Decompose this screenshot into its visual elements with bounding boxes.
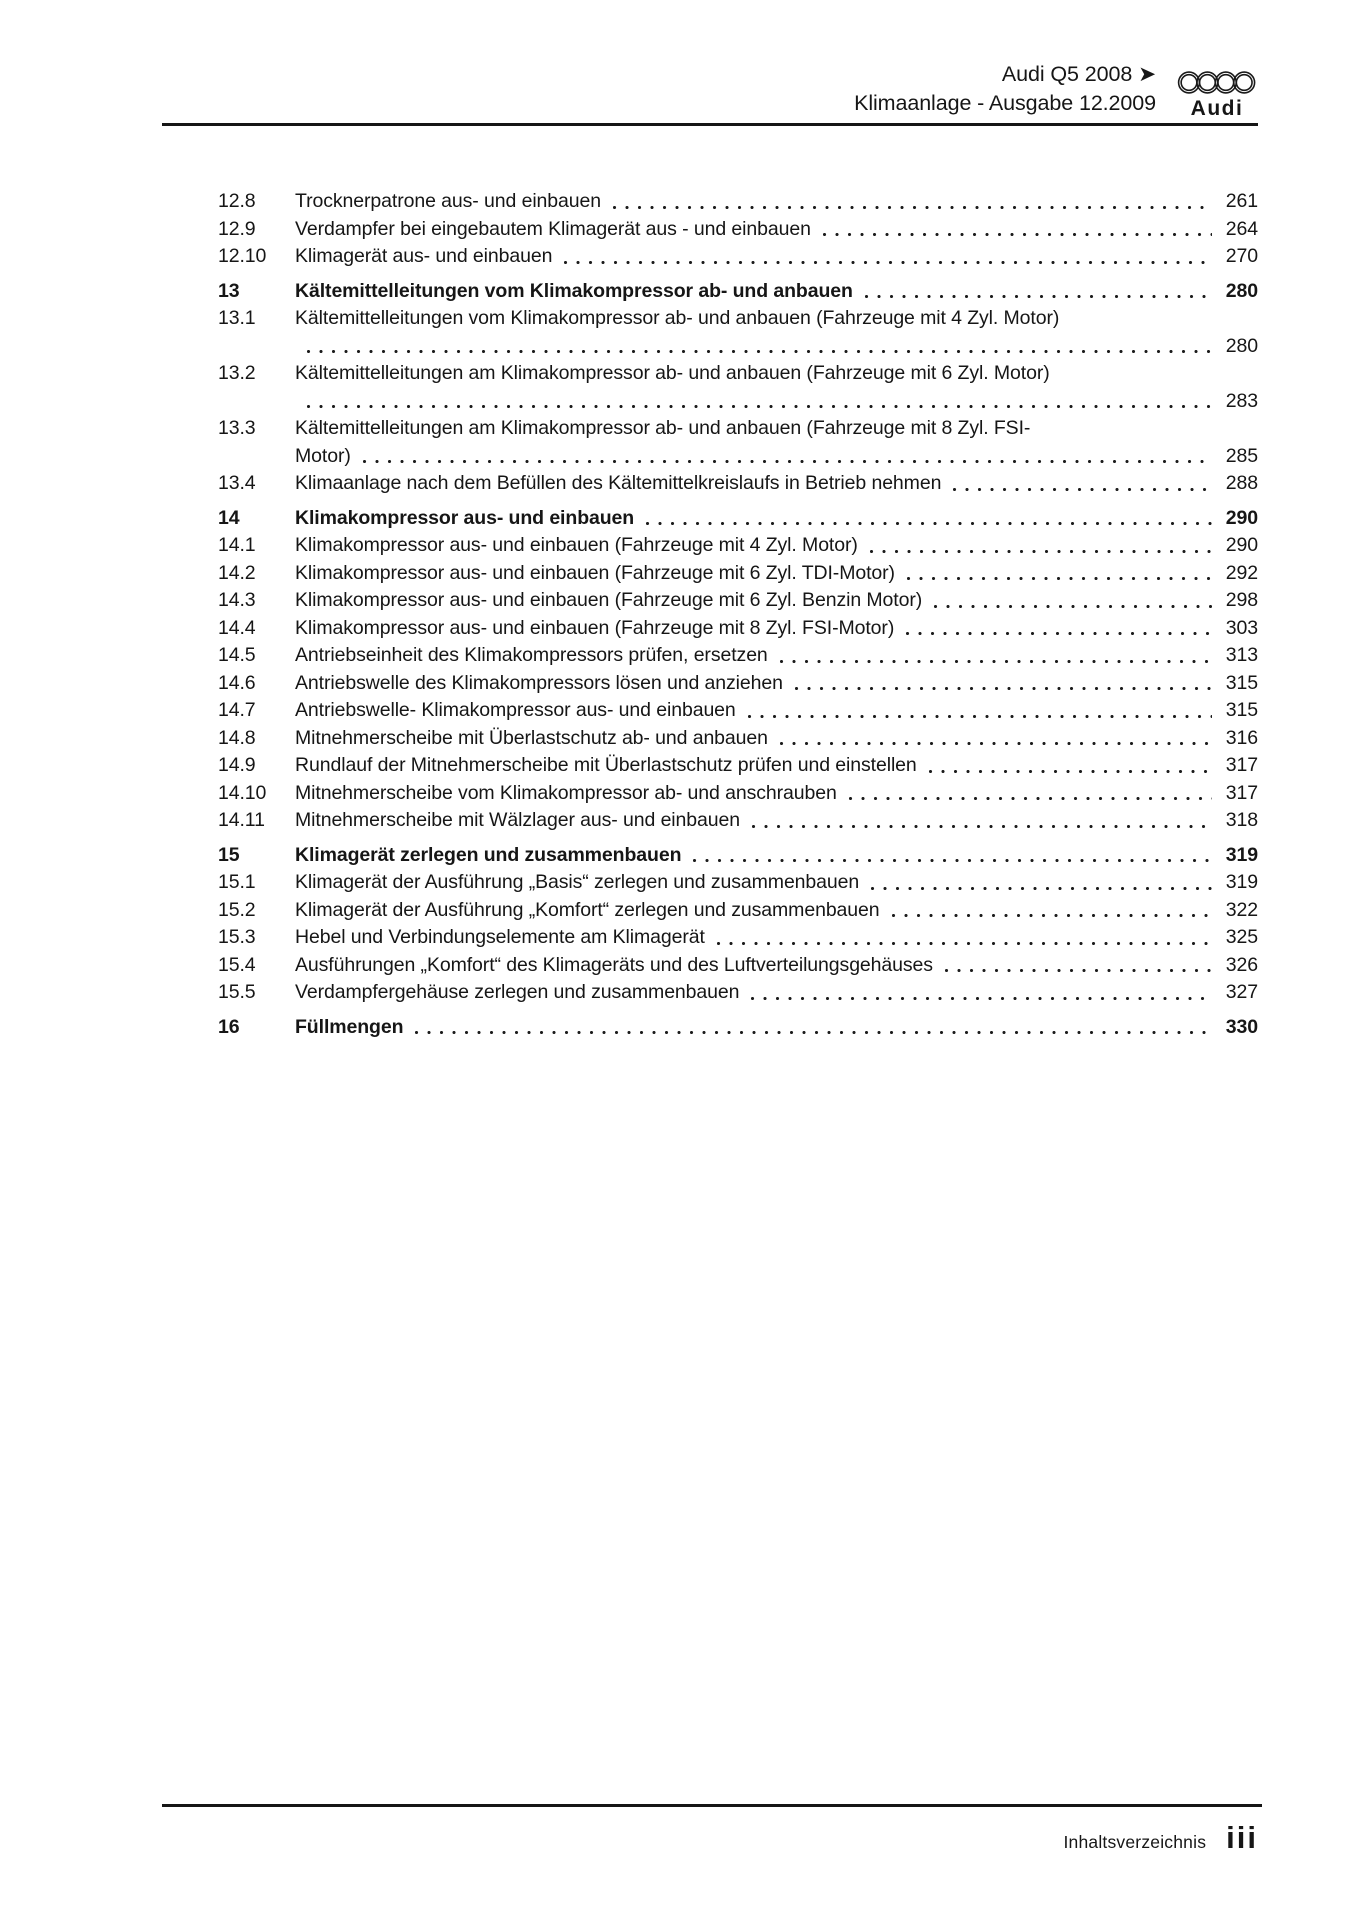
toc-entry-number: 14.8 [218,726,256,749]
dot-leader [951,470,1212,498]
toc-entry-page: 318 [1225,809,1258,831]
toc-entry-title: Klimakompressor aus- und einbauen (Fahrzeuge mit 4 Zyl. Motor) [295,534,858,556]
toc-entry-line [162,725,1258,753]
toc-entry-number: 14.6 [218,671,256,694]
dot-leader [890,897,1212,925]
header-text [854,60,1176,120]
toc-entry-page: 315 [1225,699,1258,721]
toc-entry-title: Füllmengen [295,1015,404,1038]
toc-entry-number: 12.10 [218,245,267,267]
toc-entry-line [162,188,1258,216]
dot-leader [847,780,1212,808]
toc-entry [162,780,1258,808]
toc-entry-number: 13.3 [218,417,256,439]
toc-entry-title: Verdampfergehäuse zerlegen und zusammenbauen [295,981,740,1003]
toc-entry-line [162,615,1258,643]
toc-entry [162,697,1258,725]
toc-entry-line [162,952,1258,980]
toc-entry-line [162,278,1258,306]
dot-leader [691,842,1212,870]
toc-entry-title: Kältemittelleitungen vom Klimakompressor ab- und anbauen [295,279,853,302]
toc-entry-number: 14.11 [218,809,265,831]
toc-entry-number: 12.8 [218,190,256,212]
content-area [162,0,1258,1041]
toc-entry-title: Mitnehmerscheibe vom Klimakompressor ab- und anschrauben [295,781,837,804]
toc-entry-title: Kältemittelleitungen am Klimakompressor ab- und anbauen (Fahrzeuge mit 6 Zyl. Motor) [295,362,1050,384]
toc-entry-number: 16 [218,1015,240,1038]
dot-leader [305,388,1212,416]
toc-entry-line [162,587,1258,615]
dot-leader [361,443,1212,471]
toc-entry [162,642,1258,670]
toc-entry [162,869,1258,897]
toc-entry [162,243,1258,271]
toc-entry-title: Kältemittelleitungen am Klimakompressor ab- und anbauen (Fahrzeuge mit 8 Zyl. FSI- [295,417,1031,439]
toc-entry-number-spacer [218,443,295,471]
toc-entry-page: 315 [1225,671,1258,694]
dot-leader [746,697,1212,725]
toc-entry [162,725,1258,753]
toc-entry [162,979,1258,1007]
toc-entry-title: Antriebswelle- Klimakompressor aus- und einbauen [295,699,736,721]
toc-entry-number: 13.4 [218,472,256,494]
toc-entry-page: 285 [1225,444,1258,467]
toc-entry-line [162,388,1258,416]
toc-entry-line [162,1014,1258,1042]
dot-leader [869,869,1212,897]
dot-leader [749,979,1212,1007]
toc-entry-title: Antriebswelle des Klimakompressors lösen und anziehen [295,671,783,694]
toc-entry-number: 15.4 [218,953,256,976]
toc-entry-line [162,842,1258,870]
toc-entry-line [162,532,1258,560]
toc-entry-page: 290 [1225,506,1258,529]
toc-entry [162,842,1258,870]
toc-entry-number: 14.7 [218,699,256,721]
toc-entry-line [162,642,1258,670]
toc-entry-title: Trocknerpatrone aus- und einbauen [295,190,602,212]
toc-entry-title: Klimagerät der Ausführung „Basis“ zerlegen und zusammenbauen [295,871,860,893]
toc-entry-line [162,560,1258,588]
footer-label: Inhaltsverzeichnis [1063,1832,1207,1852]
toc-entry [162,670,1258,698]
toc-entry-number: 15.3 [218,926,256,948]
toc-list [162,126,1258,1041]
toc-entry-title: Mitnehmerscheibe mit Überlastschutz ab- und anbauen [295,726,768,749]
toc-entry [162,752,1258,780]
dot-leader [793,670,1212,698]
toc-entry-title: Klimagerät aus- und einbauen [295,245,553,267]
toc-entry-title: Kältemittelleitungen vom Klimakompressor ab- und anbauen (Fahrzeuge mit 4 Zyl. Motor) [295,307,1060,329]
toc-entry-title: Rundlauf der Mitnehmerscheibe mit Überlastschutz prüfen und einstellen [295,754,917,776]
toc-entry-number: 15.1 [218,871,256,893]
toc-entry-number: 13 [218,279,240,302]
toc-entry [162,415,1258,470]
toc-entry-page: 290 [1225,534,1258,556]
toc-entry-page: 322 [1225,898,1258,921]
toc-entry-line [162,333,1258,361]
dot-leader [863,278,1212,306]
toc-entry [162,587,1258,615]
toc-entry-title-continuation: Motor) [295,444,351,467]
toc-entry-page: 280 [1225,334,1258,357]
toc-entry-page: 283 [1225,389,1258,412]
header-model-line: Audi Q5 2008 ➤ [1001,62,1156,86]
toc-entry-line [162,979,1258,1007]
footer-rule [162,1804,1262,1807]
toc-entry-number: 14.1 [218,534,256,556]
toc-entry-page: 303 [1225,616,1258,639]
toc-entry-number: 14.9 [218,754,256,776]
toc-entry-title: Klimakompressor aus- und einbauen (Fahrzeuge mit 6 Zyl. TDI-Motor) [295,561,895,584]
toc-entry [162,532,1258,560]
toc-entry-title: Klimakompressor aus- und einbauen [295,506,635,529]
toc-entry-title: Klimagerät der Ausführung „Komfort“ zerlegen und zusammenbauen [295,898,880,921]
toc-entry-line [162,505,1258,533]
toc-entry-line [162,360,1258,388]
toc-entry-line [162,443,1258,471]
toc-entry [162,360,1258,415]
toc-entry-number: 12.9 [218,217,256,240]
dot-leader [821,216,1212,244]
toc-entry-number-spacer [218,388,295,416]
toc-entry-number: 13.2 [218,362,256,384]
toc-entry-page: 313 [1225,644,1258,666]
toc-entry-line [162,216,1258,244]
toc-entry-number-spacer [218,333,295,361]
toc-entry-number: 14.2 [218,561,256,584]
toc-entry [162,305,1258,360]
toc-entry-page: 317 [1225,781,1258,804]
toc-entry-line [162,752,1258,780]
toc-entry-number: 14.10 [218,781,267,804]
toc-entry-number: 13.1 [218,307,256,329]
dot-leader [905,560,1212,588]
toc-entry-line [162,697,1258,725]
toc-entry-page: 288 [1225,472,1258,494]
dot-leader [305,333,1212,361]
audi-rings-icon [1177,67,1257,98]
dot-leader [778,642,1212,670]
toc-entry [162,897,1258,925]
toc-entry-line [162,243,1258,271]
toc-entry [162,952,1258,980]
toc-entry [162,505,1258,533]
toc-entry-page: 292 [1225,561,1258,584]
toc-entry-number: 15 [218,843,240,866]
toc-entry-line [162,670,1258,698]
dot-leader [932,587,1212,615]
toc-entry-page: 326 [1225,953,1258,976]
page-header [162,0,1258,120]
toc-entry-line [162,869,1258,897]
dot-leader [750,807,1212,835]
dot-leader [413,1014,1212,1042]
toc-entry-number: 15.2 [218,898,256,921]
toc-entry-number: 14.4 [218,616,256,639]
toc-entry-line [162,470,1258,498]
dot-leader [611,188,1212,216]
toc-entry [162,807,1258,835]
toc-entry-page: 325 [1225,926,1258,948]
toc-entry-title: Mitnehmerscheibe mit Wälzlager aus- und einbauen [295,809,741,831]
toc-entry-page: 319 [1225,871,1258,893]
dot-leader [715,924,1212,952]
toc-entry-page: 264 [1225,217,1258,240]
dot-leader [927,752,1212,780]
toc-entry-title: Antriebseinheit des Klimakompressors prüfen, ersetzen [295,644,768,666]
toc-entry [162,216,1258,244]
toc-entry-number: 14.5 [218,644,256,666]
toc-entry-page: 298 [1225,589,1258,611]
toc-entry-line [162,305,1258,333]
toc-entry-title: Klimaanlage nach dem Befüllen des Kältemittelkreislaufs in Betrieb nehmen [295,472,942,494]
toc-entry [162,560,1258,588]
toc-entry-page: 280 [1225,279,1258,302]
dot-leader [778,725,1212,753]
dot-leader [644,505,1212,533]
dot-leader [868,532,1212,560]
toc-entry-title: Hebel und Verbindungselemente am Klimagerät [295,926,705,948]
toc-entry-number: 14.3 [218,589,256,611]
toc-entry-line [162,780,1258,808]
toc-entry-page: 316 [1225,726,1258,749]
toc-entry-title: Verdampfer bei eingebautem Klimagerät aus - und einbauen [295,217,811,240]
header-doc-line: Klimaanlage - Ausgabe 12.2009 [854,91,1156,115]
toc-entry-page: 319 [1225,843,1258,866]
dot-leader [904,615,1212,643]
toc-entry-page: 330 [1225,1015,1258,1038]
toc-entry-number: 15.5 [218,981,256,1003]
audi-logo [1176,67,1258,120]
toc-entry-title: Klimakompressor aus- und einbauen (Fahrzeuge mit 6 Zyl. Benzin Motor) [295,589,923,611]
toc-entry [162,188,1258,216]
toc-entry-line [162,897,1258,925]
toc-entry-page: 317 [1225,754,1258,776]
toc-entry-title: Ausführungen „Komfort“ des Klimageräts und des Luftverteilungsgehäuses [295,953,933,976]
toc-entry-page: 327 [1225,981,1258,1003]
toc-entry-line [162,415,1258,443]
page-footer [162,1804,1262,1853]
dot-leader [943,952,1212,980]
audi-wordmark: Audi [1190,97,1244,120]
toc-entry-title: Klimakompressor aus- und einbauen (Fahrzeuge mit 8 Zyl. FSI-Motor) [295,616,895,639]
toc-entry-page: 270 [1225,245,1258,267]
toc-entry [162,278,1258,306]
toc-entry [162,470,1258,498]
dot-leader [562,243,1212,271]
footer-text [162,1820,1262,1855]
footer-page-number: iii [1226,1820,1258,1855]
toc-entry-number: 14 [218,506,240,529]
toc-entry-title: Klimagerät zerlegen und zusammenbauen [295,843,682,866]
toc-entry-page: 261 [1225,190,1258,212]
toc-entry-line [162,807,1258,835]
toc-entry [162,1014,1258,1042]
toc-entry [162,924,1258,952]
toc-entry-line [162,924,1258,952]
toc-entry [162,615,1258,643]
